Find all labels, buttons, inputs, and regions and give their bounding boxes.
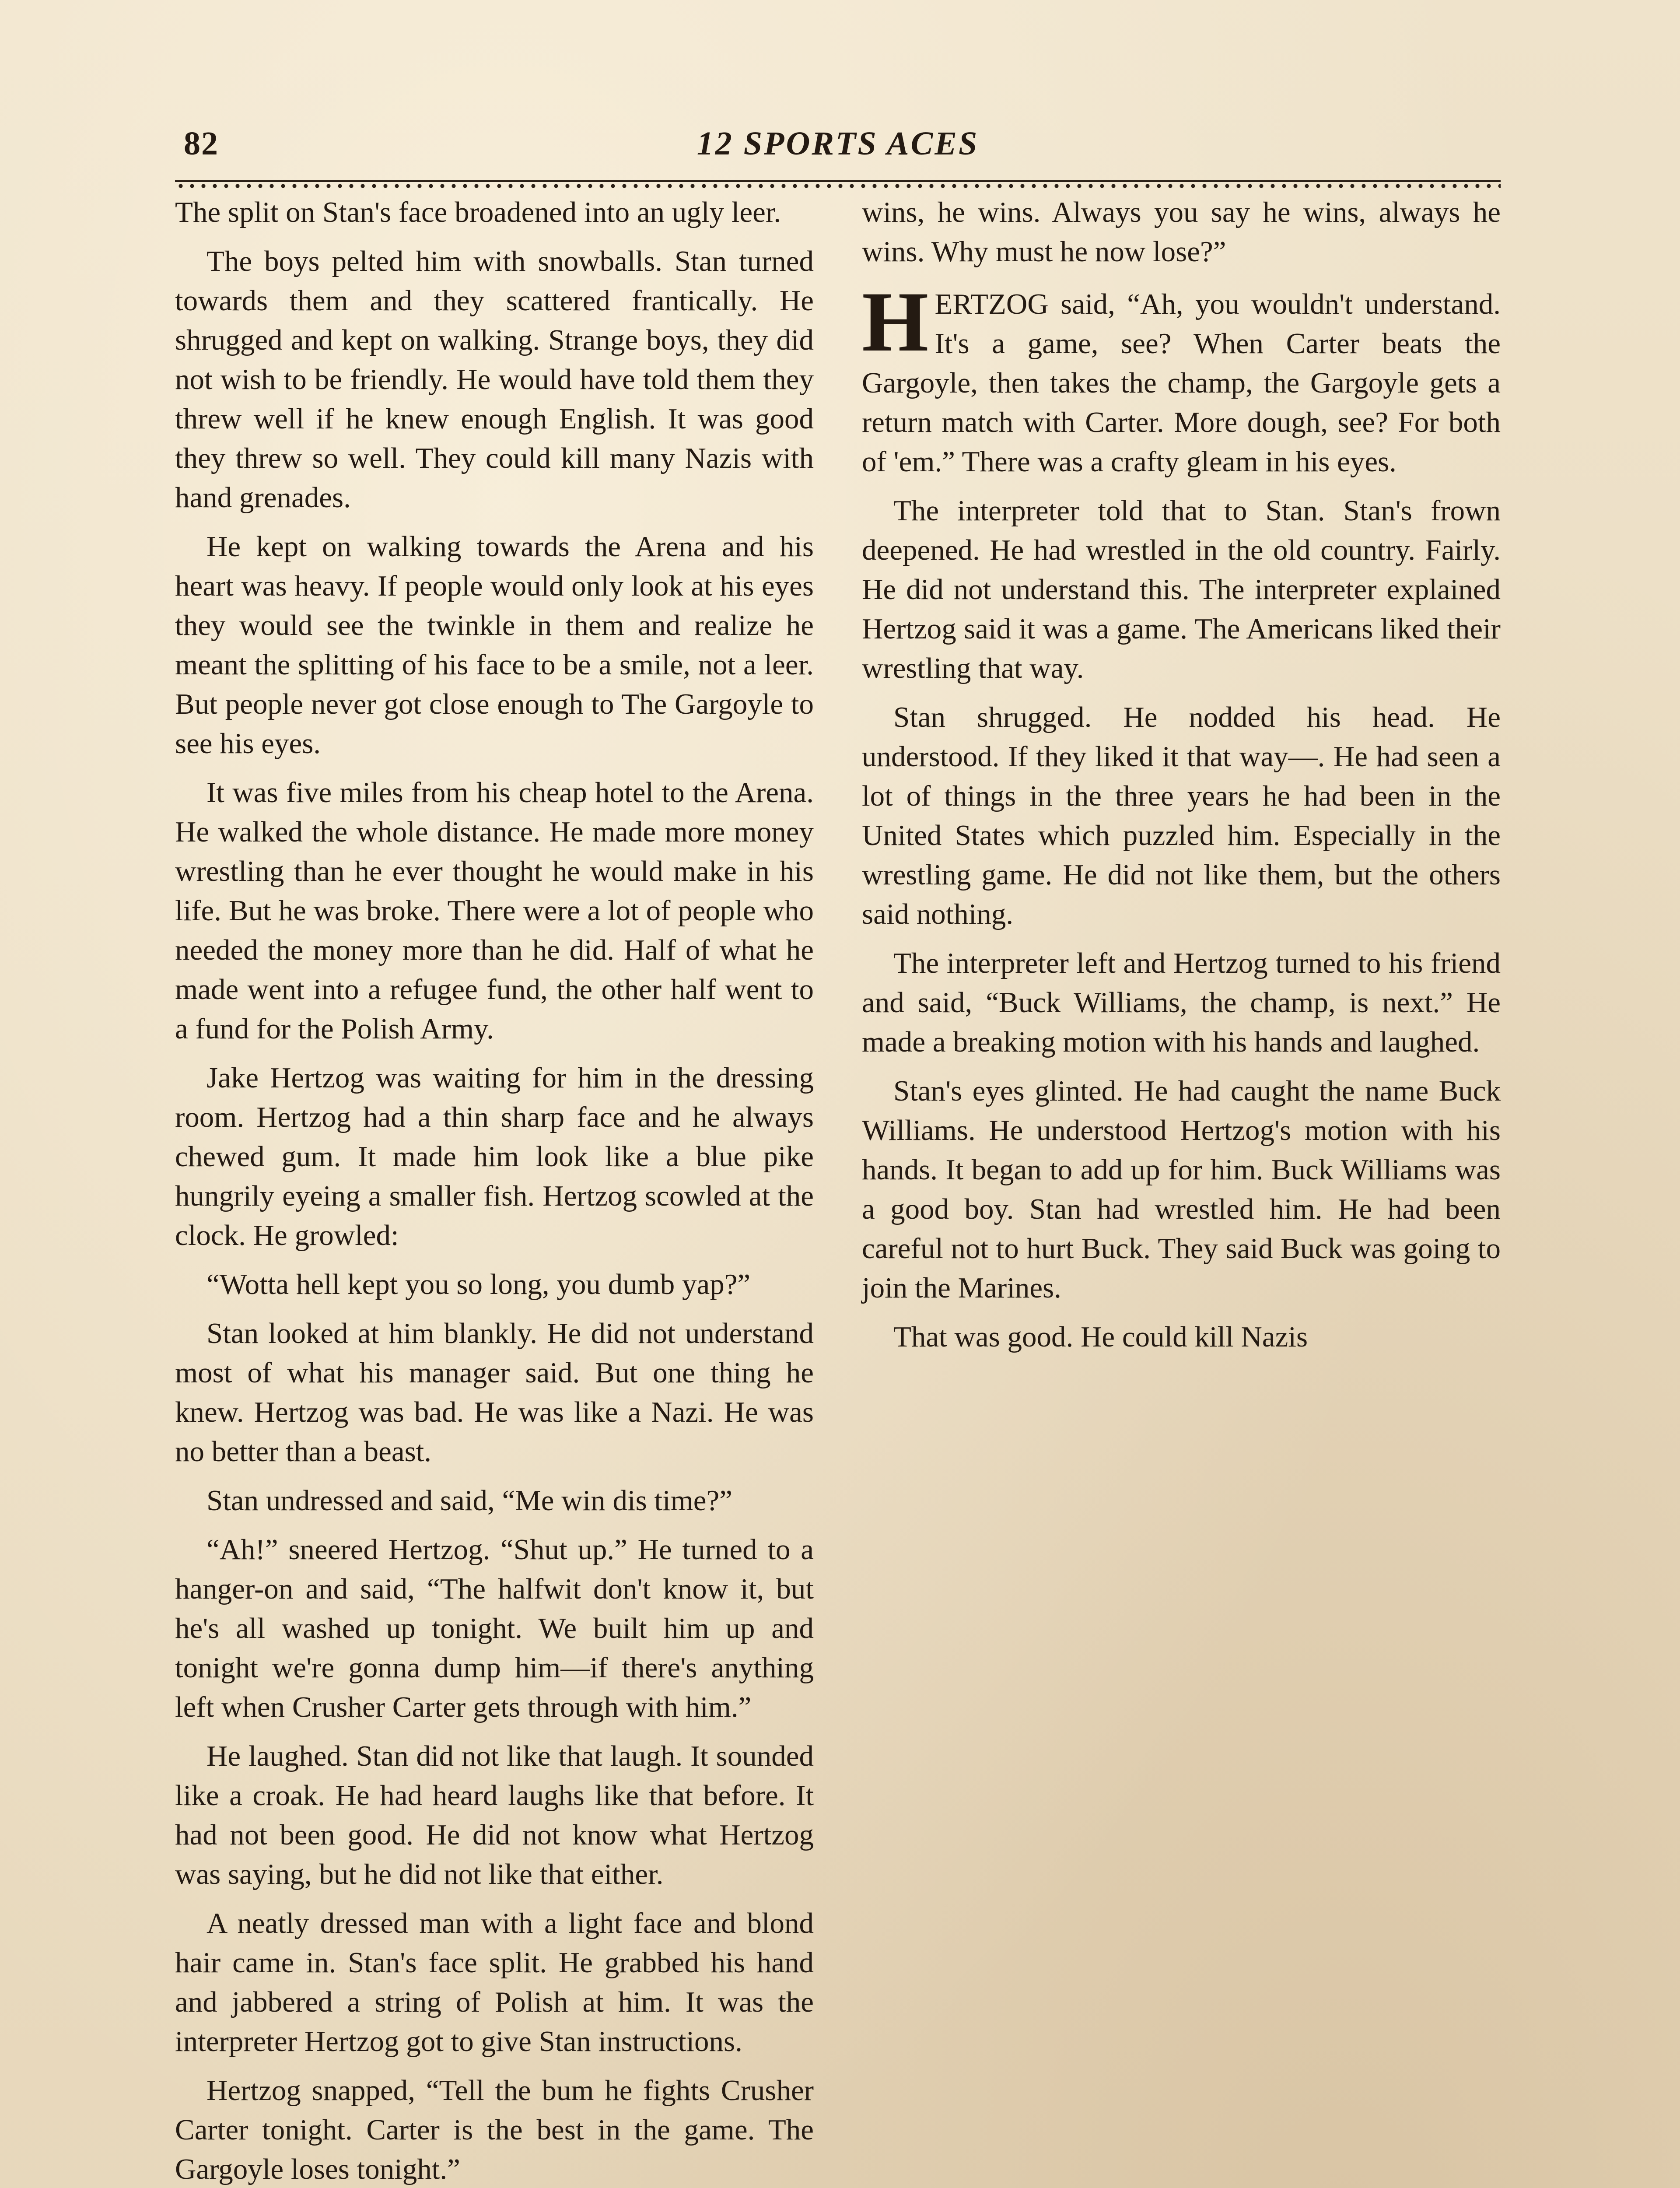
drop-cap: H	[862, 274, 929, 369]
paragraph: Hertzog snapped, “Tell the bum he fights Crusher Carter tonight. Carter is the best in the game. The Gargoyle loses tonight.”	[175, 2074, 814, 2185]
paragraph: The interpreter left and Hertzog turned to his friend and said, “Buck Williams, the champ, is next.” He made a breaking motion with his hands and laughed.	[862, 947, 1501, 1058]
paragraph: Stan's eyes glinted. He had caught the name Buck Williams. He understood Hertzog's motion with his hands. It began to add up for him. Buck Williams was a good boy. Stan had wrestled him. He had been careful not to hurt Buck. They said Buck was going to join the Marines.	[862, 1075, 1501, 1304]
paragraph: He kept on walking towards the Arena and his heart was heavy. If people would only look at his eyes they would see the twinkle in them and realize he meant the splitting of his face to be a smile, not a leer. But people never got close enough to The Gargoyle to see his eyes.	[175, 530, 814, 760]
paragraph: That was good. He could kill Nazis	[893, 1321, 1308, 1353]
paragraph: The boys pelted him with snowballs. Stan turned towards them and they scattered frantically. He shrugged and kept on walking. Strange boys, they did not wish to be friendly. He would have told them they threw well if he knew enough English. It was good they threw so well. They could kill many Nazis with hand grenades.	[175, 245, 814, 514]
paragraph: “Wotta hell kept you so long, you dumb yap?”	[206, 1268, 751, 1301]
article-body	[175, 193, 1501, 2188]
paragraph: wins, he wins. Always you say he wins, always he wins. Why must he now lose?”	[862, 196, 1501, 268]
page-header	[175, 120, 1501, 173]
dropcap-paragraph-text: ERTZOG said, “Ah, you wouldn't understand. It's a game, see? When Carter beats the Gargoyle, then takes the champ, the Gargoyle gets a return match with Carter. More dough, see? For both of 'em.” There was a crafty gleam in his eyes.	[862, 288, 1501, 478]
paragraph: He laughed. Stan did not like that laugh. It sounded like a croak. He had heard laughs like that before. It had not been good. He did not know what Hertzog was saying, but he did not like that either.	[175, 1740, 814, 1890]
paragraph: Stan looked at him blankly. He did not understand most of what his manager said. But one thing he knew. Hertzog was bad. He was like a Nazi. He was no better than a beast.	[175, 1317, 814, 1468]
header-divider	[175, 180, 1501, 190]
paragraph: Stan undressed and said, “Me win dis time?”	[206, 1484, 733, 1517]
paragraph: “Ah!” sneered Hertzog. “Shut up.” He turned to a hanger-on and said, “The halfwit don't know it, but he's all washed up tonight. We built him up and tonight we're gonna dump him—if there's anything left when Crusher Carter gets through with him.”	[175, 1533, 814, 1723]
page-number: 82	[184, 125, 219, 162]
paragraph: A neatly dressed man with a light face and blond hair came in. Stan's face split. He grabbed his hand and jabbered a string of Polish at him. It was the interpreter Hertzog got to give Stan instructions.	[175, 1907, 814, 2058]
paragraph: Stan shrugged. He nodded his head. He understood. If they liked it that way—. He had seen a lot of things in the three years he had been in the United States which puzzled him. Especially in the wrestling game. He did not like them, but the others said nothing.	[862, 701, 1501, 930]
paragraph: The split on Stan's face broadened into an ugly leer.	[175, 196, 781, 228]
paragraph: Jake Hertzog was waiting for him in the dressing room. Hertzog had a thin sharp face and he always chewed gum. It made him look like a blue pike hungrily eyeing a smaller fish. Hertzog scowled at the clock. He growled:	[175, 1062, 814, 1252]
paragraph: The interpreter told that to Stan. Stan's frown deepened. He had wrestled in the old country. Fairly. He did not understand this. The interpreter explained Hertzog said it was a game. The Americans liked their wrestling that way.	[862, 494, 1501, 684]
dropcap-paragraph	[862, 274, 1501, 481]
magazine-title: 12 SPORTS ACES	[696, 125, 979, 162]
paragraph: It was five miles from his cheap hotel to the Arena. He walked the whole distance. He made more money wrestling than he ever thought he would make in his life. But he was broke. There were a lot of people who needed the money more than he did. Half of what he made went into a refugee fund, the other half went to a fund for the Polish Army.	[175, 776, 814, 1045]
